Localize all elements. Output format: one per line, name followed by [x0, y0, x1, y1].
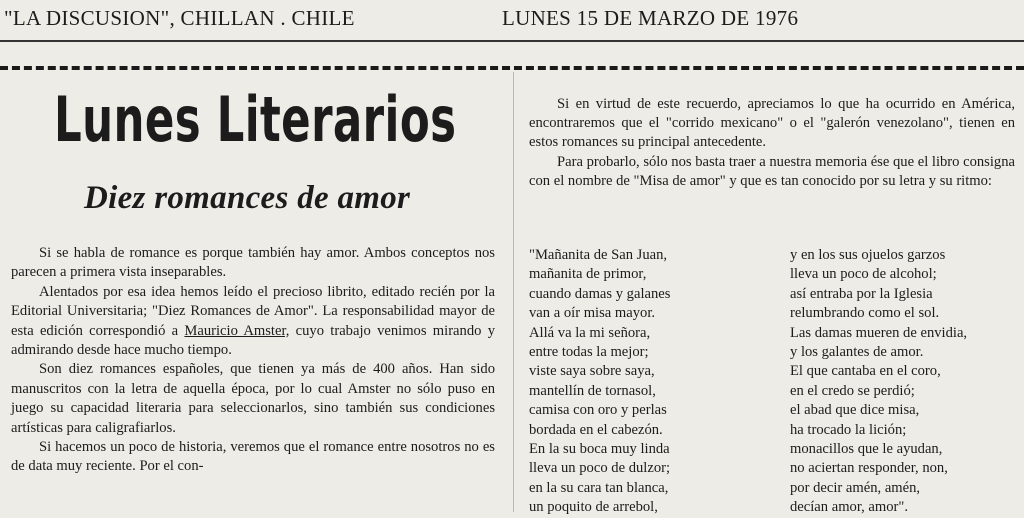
- poem-line: el abad que dice misa,: [790, 402, 920, 419]
- masthead-newspaper-name: "LA DISCUSION", CHILLAN . CHILE: [4, 6, 355, 30]
- poem-line: y los galantes de amor.: [790, 344, 924, 361]
- poem-line: Las damas mueren de envidia,: [790, 324, 968, 341]
- poem-line: así entraba por la Iglesia: [790, 285, 933, 302]
- masthead-date: LUNES 15 DE MARZO DE 1976: [502, 6, 799, 30]
- poem-line: en el credo se perdió;: [790, 382, 915, 399]
- author-name: Mauricio Amster,: [184, 322, 290, 339]
- poem-line: en la su cara tan blanca,: [529, 479, 669, 496]
- masthead-rule: [0, 40, 1024, 42]
- column-separator: [513, 72, 514, 512]
- poem-line: monacillos que le ayudan,: [790, 441, 943, 458]
- poem-line: por decir amén, amén,: [790, 479, 921, 496]
- poem-line: lleva un poco de dulzor;: [529, 460, 671, 477]
- poem-line: "Mañanita de San Juan,: [529, 247, 668, 263]
- poem-line: no aciertan responder, non,: [790, 460, 948, 477]
- poem-line: El que cantaba en el coro,: [790, 363, 941, 380]
- article-subtitle: Diez romances de amor: [84, 180, 411, 216]
- poem-line: van a oír misa mayor.: [529, 305, 656, 322]
- poem-line: bordada en el cabezón.: [529, 421, 663, 438]
- poem-line: decían amor, amor".: [790, 499, 909, 516]
- left-column-text: [11, 244, 495, 477]
- right-column-text: [529, 95, 1015, 191]
- poem-line: y en los sus ojuelos garzos: [790, 247, 946, 263]
- paragraph: Para probarlo, sólo nos basta traer a nuestra memoria ése que el libro consigna con el nombre de "Misa de amor" y que es tan conocido por su letra y su ritmo:: [529, 153, 1015, 189]
- poem-line: Allá va la mi señora,: [529, 324, 651, 341]
- poem-column-1: [529, 246, 670, 518]
- poem-line: mañanita de primor,: [529, 266, 647, 283]
- newspaper-masthead: [0, 0, 1024, 34]
- dashed-separator-rule: [0, 66, 1024, 70]
- paragraph: Si hacemos un poco de historia, veremos que el romance entre nosotros no es de data muy reciente. Por el con-: [11, 439, 495, 475]
- poem-column-2: [790, 246, 967, 518]
- paragraph-text: cuyo trabajo venimos mirando y admirando desde hace mucho tiempo.: [11, 322, 495, 359]
- poem-line: mantellín de tornasol,: [529, 382, 656, 399]
- poem-line: un poquito de arrebol,: [529, 499, 658, 516]
- poem-line: ha trocado la lición;: [790, 421, 907, 438]
- poem-line: camisa con oro y perlas: [529, 402, 667, 419]
- poem-line: entre todas la mejor;: [529, 344, 649, 361]
- poem-line: cuando damas y galanes: [529, 285, 671, 302]
- paragraph: Si se habla de romance es porque también hay amor. Ambos conceptos nos parecen a primera vista inseparables.: [11, 245, 495, 281]
- paragraph-text: Alentados por esa idea hemos leído el precioso librito, editado recién por la Editorial Universitaria; "Diez Romances de Amor". La responsabilidad mayor de esta edición correspondió a: [11, 283, 495, 339]
- article-title: Lunes Literarios: [54, 83, 457, 156]
- paragraph: Son diez romances españoles, que tienen ya más de 400 años. Han sido manuscritos con la letra de aquella época, por lo cual Amster no sólo puso en juego su capacidad literaria para seleccionarlos, sino también sus condiciones artísticas para caligrafiarlos.: [11, 361, 495, 436]
- poem-line: relumbrando como el sol.: [790, 305, 940, 322]
- poem-line: viste saya sobre saya,: [529, 363, 655, 380]
- poem-line: lleva un poco de alcohol;: [790, 266, 937, 283]
- poem-line: En la su boca muy linda: [529, 441, 670, 458]
- paragraph: [11, 283, 495, 361]
- paragraph: Si en virtud de este recuerdo, apreciamos lo que ha ocurrido en América, encontraremos que el "corrido mexicano" o el "galerón venezolano", tienen en estos romances su principal antecedente.: [529, 96, 1015, 151]
